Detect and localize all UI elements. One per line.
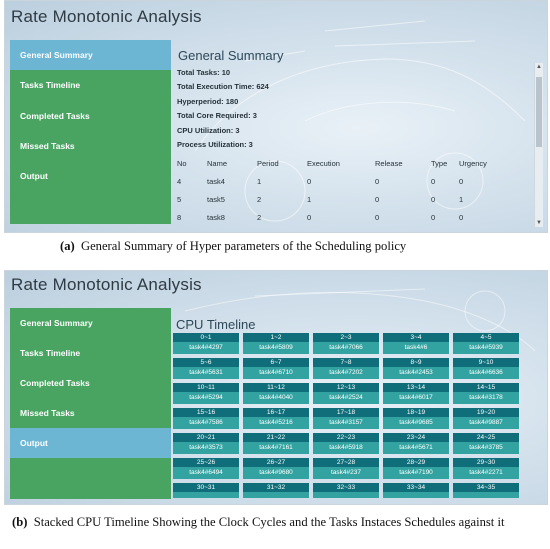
clock-cycle-range: 30~31 — [173, 483, 239, 492]
caption-a-text: General Summary of Hyper parameters of the Scheduling policy — [80, 239, 407, 253]
task-instance: task4#6017 — [383, 392, 449, 404]
task-instance: task4#6636 — [453, 367, 519, 379]
table-row[interactable] — [177, 190, 497, 208]
cell-period: 1 — [257, 176, 262, 186]
clock-cycle-range: 11~12 — [243, 383, 309, 392]
cell-type: 0 — [431, 194, 436, 204]
task-instance: task4#7586 — [173, 417, 239, 429]
caption-b-label: (b) — [12, 515, 28, 529]
sidebar — [10, 40, 171, 224]
clock-cycle-range: 22~23 — [313, 433, 379, 442]
table-header-row — [177, 154, 497, 172]
col-execution: Execution — [307, 158, 340, 168]
clock-cycle-range: 13~14 — [383, 383, 449, 392]
timeline-cell — [383, 383, 449, 404]
task-instance — [313, 492, 379, 498]
menu-item-completed-tasks[interactable]: Completed Tasks — [20, 378, 90, 388]
caption-b — [12, 514, 542, 530]
timeline-cell — [243, 383, 309, 404]
app-title: Rate Monotonic Analysis — [11, 7, 202, 26]
col-release: Release — [375, 158, 403, 168]
timeline-cell — [453, 458, 519, 479]
scroll-up-icon[interactable]: ▲ — [536, 64, 542, 70]
clock-cycle-range: 23~24 — [383, 433, 449, 442]
timeline-cell — [243, 408, 309, 429]
scroll-down-icon[interactable]: ▼ — [536, 220, 542, 226]
cell-no: 4 — [177, 176, 182, 186]
task-instance: task4#2271 — [453, 467, 519, 479]
timeline-cell — [313, 408, 379, 429]
task-instance: task4#6 — [383, 342, 449, 354]
clock-cycle-range: 34~35 — [453, 483, 519, 492]
task-instance: task4#6494 — [173, 467, 239, 479]
cell-urgency: 1 — [459, 194, 464, 204]
clock-cycle-range: 26~27 — [243, 458, 309, 467]
task-instance — [243, 492, 309, 498]
timeline-cell — [173, 458, 239, 479]
section-heading: General Summary — [178, 48, 284, 63]
stat-hyperperiod: Hyperperiod: 180 — [177, 96, 239, 106]
timeline-cell — [453, 333, 519, 354]
task-instance: task4#7190 — [383, 467, 449, 479]
task-instance: task4#5631 — [173, 367, 239, 379]
timeline-cell — [173, 408, 239, 429]
timeline-cell — [453, 358, 519, 379]
table-row[interactable] — [177, 208, 497, 226]
menu-item-missed-tasks[interactable]: Missed Tasks — [20, 141, 75, 151]
menu-item-general-summary[interactable]: General Summary — [10, 40, 171, 70]
cell-period: 2 — [257, 194, 262, 204]
cell-period: 2 — [257, 212, 262, 222]
clock-cycle-range: 12~13 — [313, 383, 379, 392]
cell-execution: 1 — [307, 194, 312, 204]
app-title: Rate Monotonic Analysis — [11, 275, 202, 294]
task-instance: task4#237 — [313, 467, 379, 479]
timeline-cell — [453, 408, 519, 429]
task-instance: task4#6710 — [243, 367, 309, 379]
cell-release: 0 — [375, 212, 380, 222]
task-instance: task4#5671 — [383, 442, 449, 454]
clock-cycle-range: 9~10 — [453, 358, 519, 367]
timeline-cell — [453, 383, 519, 404]
task-instance: task4#9680 — [243, 467, 309, 479]
clock-cycle-range: 33~34 — [383, 483, 449, 492]
timeline-cell — [453, 483, 519, 498]
cell-urgency: 0 — [459, 212, 464, 222]
clock-cycle-range: 17~18 — [313, 408, 379, 417]
task-instance: task4#2453 — [383, 367, 449, 379]
timeline-cell — [383, 433, 449, 454]
col-name: Name — [207, 158, 228, 168]
timeline-cell — [243, 483, 309, 498]
timeline-cell — [173, 333, 239, 354]
cell-no: 8 — [177, 212, 182, 222]
sidebar — [10, 308, 171, 499]
clock-cycle-range: 15~16 — [173, 408, 239, 417]
timeline-cell — [243, 458, 309, 479]
timeline-cell — [243, 433, 309, 454]
task-instance: task4#3785 — [453, 442, 519, 454]
cpu-timeline-grid — [173, 333, 529, 498]
timeline-cell — [243, 358, 309, 379]
clock-cycle-range: 29~30 — [453, 458, 519, 467]
clock-cycle-range: 4~5 — [453, 333, 519, 342]
timeline-cell — [173, 383, 239, 404]
summary-content — [177, 48, 533, 226]
col-no: No — [177, 158, 187, 168]
cell-release: 0 — [375, 176, 380, 186]
menu-item-output[interactable]: Output — [20, 171, 48, 181]
clock-cycle-range: 31~32 — [243, 483, 309, 492]
cell-name: task4 — [207, 176, 225, 186]
cell-type: 0 — [431, 212, 436, 222]
general-summary-window — [4, 0, 548, 233]
timeline-cell — [243, 333, 309, 354]
caption-a — [60, 238, 406, 254]
clock-cycle-range: 27~28 — [313, 458, 379, 467]
task-instance: task4#7161 — [243, 442, 309, 454]
menu-item-tasks-timeline[interactable]: Tasks Timeline — [20, 348, 81, 358]
cell-execution: 0 — [307, 176, 312, 186]
task-instance — [383, 492, 449, 498]
clock-cycle-range: 18~19 — [383, 408, 449, 417]
menu-item-general-summary[interactable]: General Summary — [20, 318, 93, 328]
task-instance: task4#5294 — [173, 392, 239, 404]
clock-cycle-range: 19~20 — [453, 408, 519, 417]
menu-item-tasks-timeline[interactable]: Tasks Timeline — [20, 80, 81, 90]
clock-cycle-range: 16~17 — [243, 408, 309, 417]
timeline-cell — [313, 383, 379, 404]
clock-cycle-range: 3~4 — [383, 333, 449, 342]
timeline-cell — [383, 408, 449, 429]
cell-execution: 0 — [307, 212, 312, 222]
timeline-cell — [173, 358, 239, 379]
menu-item-missed-tasks[interactable]: Missed Tasks — [20, 408, 75, 418]
task-instance — [453, 492, 519, 498]
task-instance: task4#5809 — [243, 342, 309, 354]
task-instance: task4#2524 — [313, 392, 379, 404]
col-type: Type — [431, 158, 448, 168]
tasks-table — [177, 154, 497, 226]
timeline-cell — [313, 358, 379, 379]
task-instance: task4#3157 — [313, 417, 379, 429]
table-row[interactable] — [177, 172, 497, 190]
task-instance — [173, 492, 239, 498]
task-instance: task4#7202 — [313, 367, 379, 379]
clock-cycle-range: 24~25 — [453, 433, 519, 442]
menu-item-output[interactable]: Output — [10, 428, 171, 458]
col-urgency: Urgency — [459, 158, 487, 168]
task-instance: task4#5216 — [243, 417, 309, 429]
task-instance: task4#4040 — [243, 392, 309, 404]
timeline-cell — [313, 433, 379, 454]
stat-total-core-required: Total Core Required: 3 — [177, 111, 257, 121]
vertical-scrollbar[interactable] — [534, 63, 543, 227]
task-instance: task4#5918 — [313, 442, 379, 454]
clock-cycle-range: 14~15 — [453, 383, 519, 392]
caption-a-label: (a) — [60, 239, 75, 253]
scrollbar-thumb[interactable] — [536, 77, 542, 147]
task-instance: task4#9685 — [383, 417, 449, 429]
cell-type: 0 — [431, 176, 436, 186]
clock-cycle-range: 28~29 — [383, 458, 449, 467]
caption-b-text: Stacked CPU Timeline Showing the Clock Cycles and the Tasks Instaces Schedules against it — [33, 515, 505, 529]
clock-cycle-range: 21~22 — [243, 433, 309, 442]
task-instance: task4#3178 — [453, 392, 519, 404]
clock-cycle-range: 32~33 — [313, 483, 379, 492]
col-period: Period — [257, 158, 279, 168]
clock-cycle-range: 10~11 — [173, 383, 239, 392]
clock-cycle-range: 25~26 — [173, 458, 239, 467]
task-instance: task4#7066 — [313, 342, 379, 354]
timeline-cell — [383, 333, 449, 354]
section-heading: CPU Timeline — [176, 317, 256, 332]
cell-no: 5 — [177, 194, 182, 204]
stat-total-execution-time: Total Execution Time: 624 — [177, 82, 269, 92]
stat-process-utilization: Process Utilization: 3 — [177, 139, 253, 149]
timeline-cell — [173, 433, 239, 454]
clock-cycle-range: 6~7 — [243, 358, 309, 367]
task-instance: task4#9887 — [453, 417, 519, 429]
clock-cycle-range: 8~9 — [383, 358, 449, 367]
task-instance: task4#5939 — [453, 342, 519, 354]
timeline-cell — [173, 483, 239, 498]
clock-cycle-range: 20~21 — [173, 433, 239, 442]
timeline-cell — [383, 458, 449, 479]
cell-release: 0 — [375, 194, 380, 204]
clock-cycle-range: 2~3 — [313, 333, 379, 342]
clock-cycle-range: 5~6 — [173, 358, 239, 367]
timeline-cell — [383, 358, 449, 379]
cell-urgency: 0 — [459, 176, 464, 186]
timeline-cell — [453, 433, 519, 454]
task-instance: task4#3573 — [173, 442, 239, 454]
clock-cycle-range: 1~2 — [243, 333, 309, 342]
stat-cpu-utilization: CPU Utilization: 3 — [177, 125, 240, 135]
timeline-cell — [313, 458, 379, 479]
timeline-cell — [313, 333, 379, 354]
stat-total-tasks: Total Tasks: 10 — [177, 68, 231, 77]
task-instance: task4#4297 — [173, 342, 239, 354]
cell-name: task8 — [207, 212, 225, 222]
clock-cycle-range: 7~8 — [313, 358, 379, 367]
cell-name: task5 — [207, 194, 225, 204]
clock-cycle-range: 0~1 — [173, 333, 239, 342]
timeline-cell — [383, 483, 449, 498]
timeline-cell — [313, 483, 379, 498]
menu-item-completed-tasks[interactable]: Completed Tasks — [20, 111, 90, 121]
